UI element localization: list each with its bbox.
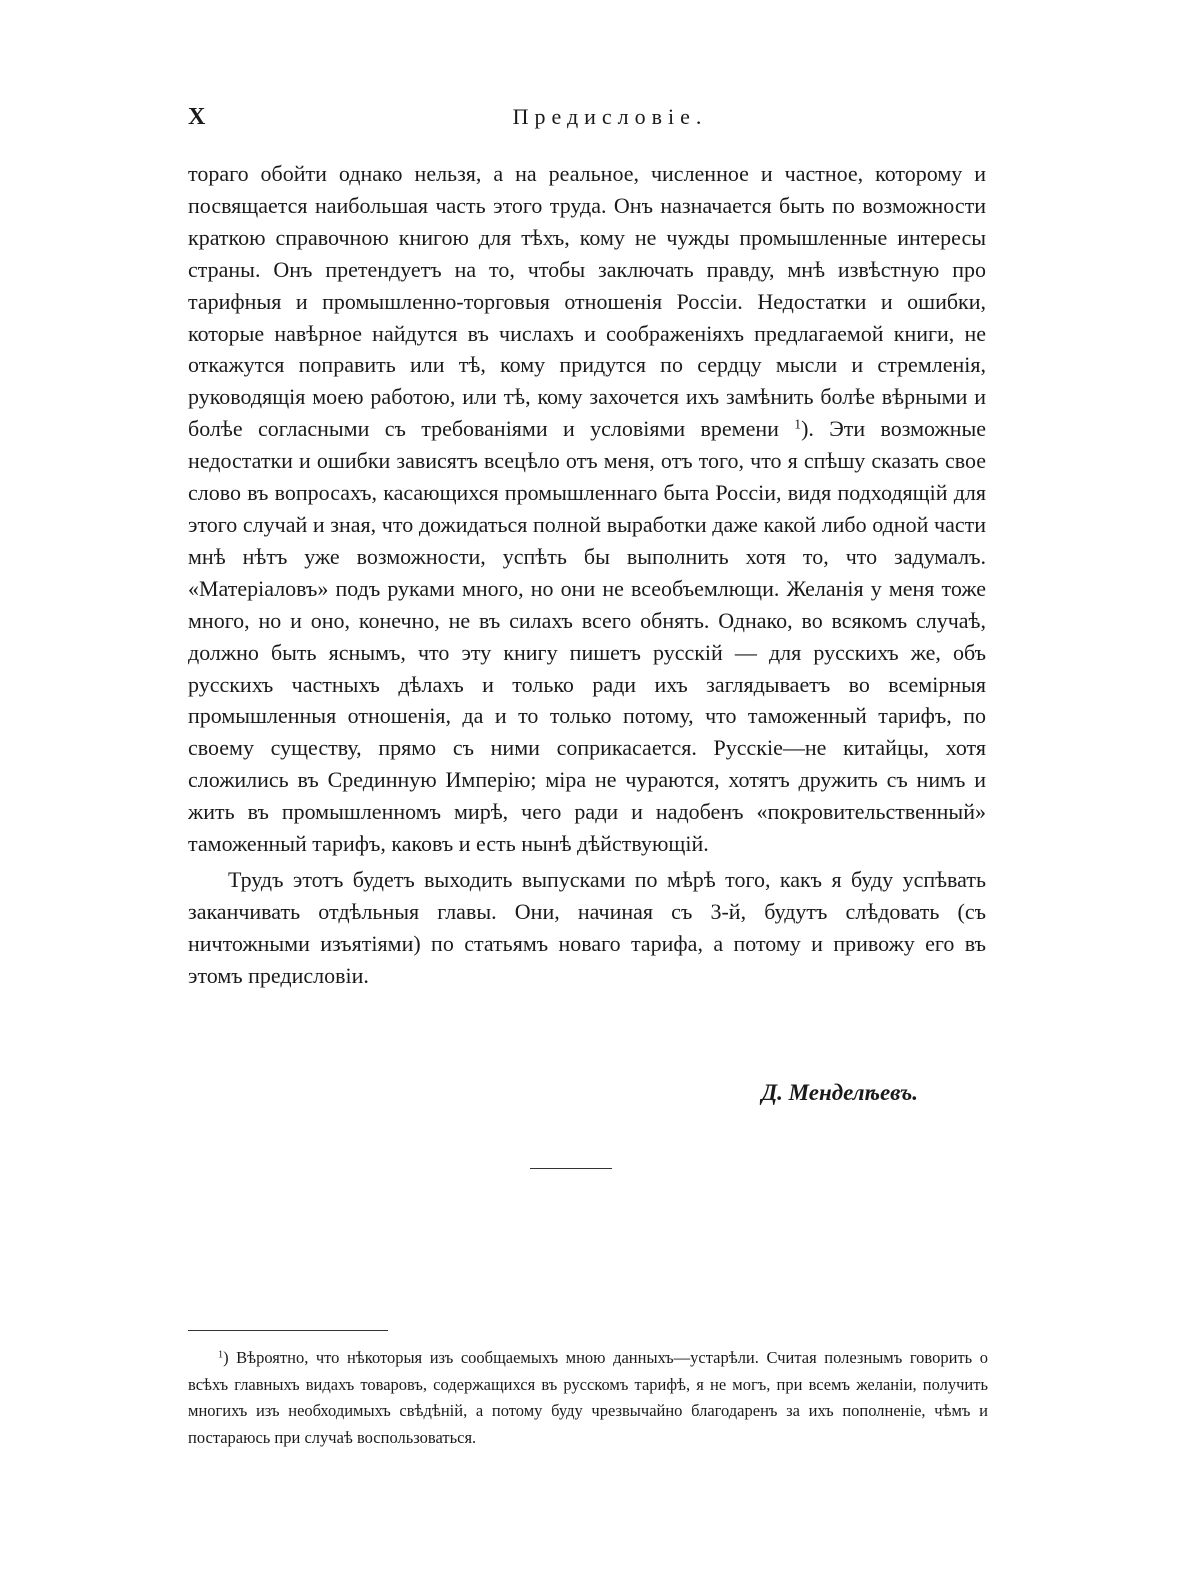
section-end-rule bbox=[530, 1168, 612, 1169]
footnote-text: ) Вѣроятно, что нѣкоторыя изъ сообщаемыхъ мною данныхъ—устарѣли. Считая полезнымъ говорить о всѣхъ главныхъ видахъ товаровъ, содержащихся въ русскомъ тарифѣ, я не могъ, при всемъ желаніи, получить многихъ изъ необходимыхъ свѣдѣній, а потому буду чрезвычайно благодаренъ за ихъ пополненіе, чѣмъ и постараюсь при случаѣ воспользоваться. bbox=[188, 1348, 988, 1447]
paragraph-1 bbox=[188, 158, 986, 860]
footnote-reference: 1 bbox=[794, 416, 802, 432]
running-head-title: Предисловіе. bbox=[512, 104, 708, 129]
footnote bbox=[188, 1345, 988, 1451]
footnote-paragraph bbox=[188, 1345, 988, 1451]
page-number: X bbox=[188, 104, 206, 130]
author-signature: Д. Менделѣевъ. bbox=[761, 1080, 918, 1105]
paragraph-1-part-2: ). Эти возможные недостатки и ошибки зависятъ всецѣло отъ меня, отъ того, что я спѣшу сказать свое слово въ вопросахъ, касающихся промышленнаго быта Россіи, видя подходящій для этого случай и зная, что дожидаться полной выработки даже какой либо одной части мнѣ нѣтъ уже возможности, успѣть бы выполнить хотя то, что задумалъ. «Матеріаловъ» подъ руками много, но они не всеобъемлющи. Желанія у меня тоже много, но и оно, конечно, не въ силахъ всего обнять. Однако, во всякомъ случаѣ, должно быть яснымъ, что эту книгу пишетъ русскій — для русскихъ же, объ русскихъ частныхъ дѣлахъ и только ради ихъ заглядываетъ во всемірныя промышленныя отношенія, да и то только потому, что таможенный тарифъ, по своему существу, прямо съ ними соприкасается. Русскіе—не китайцы, хотя сложились въ Срединную Имперію; міра не чураются, хотятъ дружить съ нимъ и жить въ промышленномъ мирѣ, чего ради и надобенъ «покровительственный» таможенный тарифъ, каковъ и есть нынѣ дѣйствующій. bbox=[188, 416, 987, 857]
body-text bbox=[188, 158, 986, 992]
footnote-separator bbox=[188, 1330, 388, 1331]
footnote-marker: 1 bbox=[218, 1349, 224, 1361]
paragraph-2: Трудъ этотъ будетъ выходить выпусками по мѣрѣ того, какъ я буду успѣвать заканчивать отдѣльныя главы. Они, начиная съ 3-й, будутъ слѣдовать (съ ничтожными изъятіями) по статьямъ новаго тарифа, а потому и привожу его въ этомъ предисловіи. bbox=[188, 866, 986, 988]
paragraph-1-part-1: тораго обойти однако нельзя, а на реальное, численное и частное, которому и посвящается наибольшая часть этого труда. Онъ назначается быть по возможности краткою справочною книгою для тѣхъ, кому не чужды промышленные интересы страны. Онъ претендуетъ на то, чтобы заключать правду, мнѣ извѣстную про тарифныя и промышленно-торговыя отношенія Россіи. Недостатки и ошибки, которые навѣрное найдутся въ числахъ и соображеніяхъ предлагаемой книги, не откажутся поправить или тѣ, кому придутся по сердцу мысли и стремленія, руководящія моею работою, или тѣ, кому захочется ихъ замѣнить болѣе вѣрными и болѣе согласными съ требованіями и условіями времени bbox=[188, 161, 986, 442]
